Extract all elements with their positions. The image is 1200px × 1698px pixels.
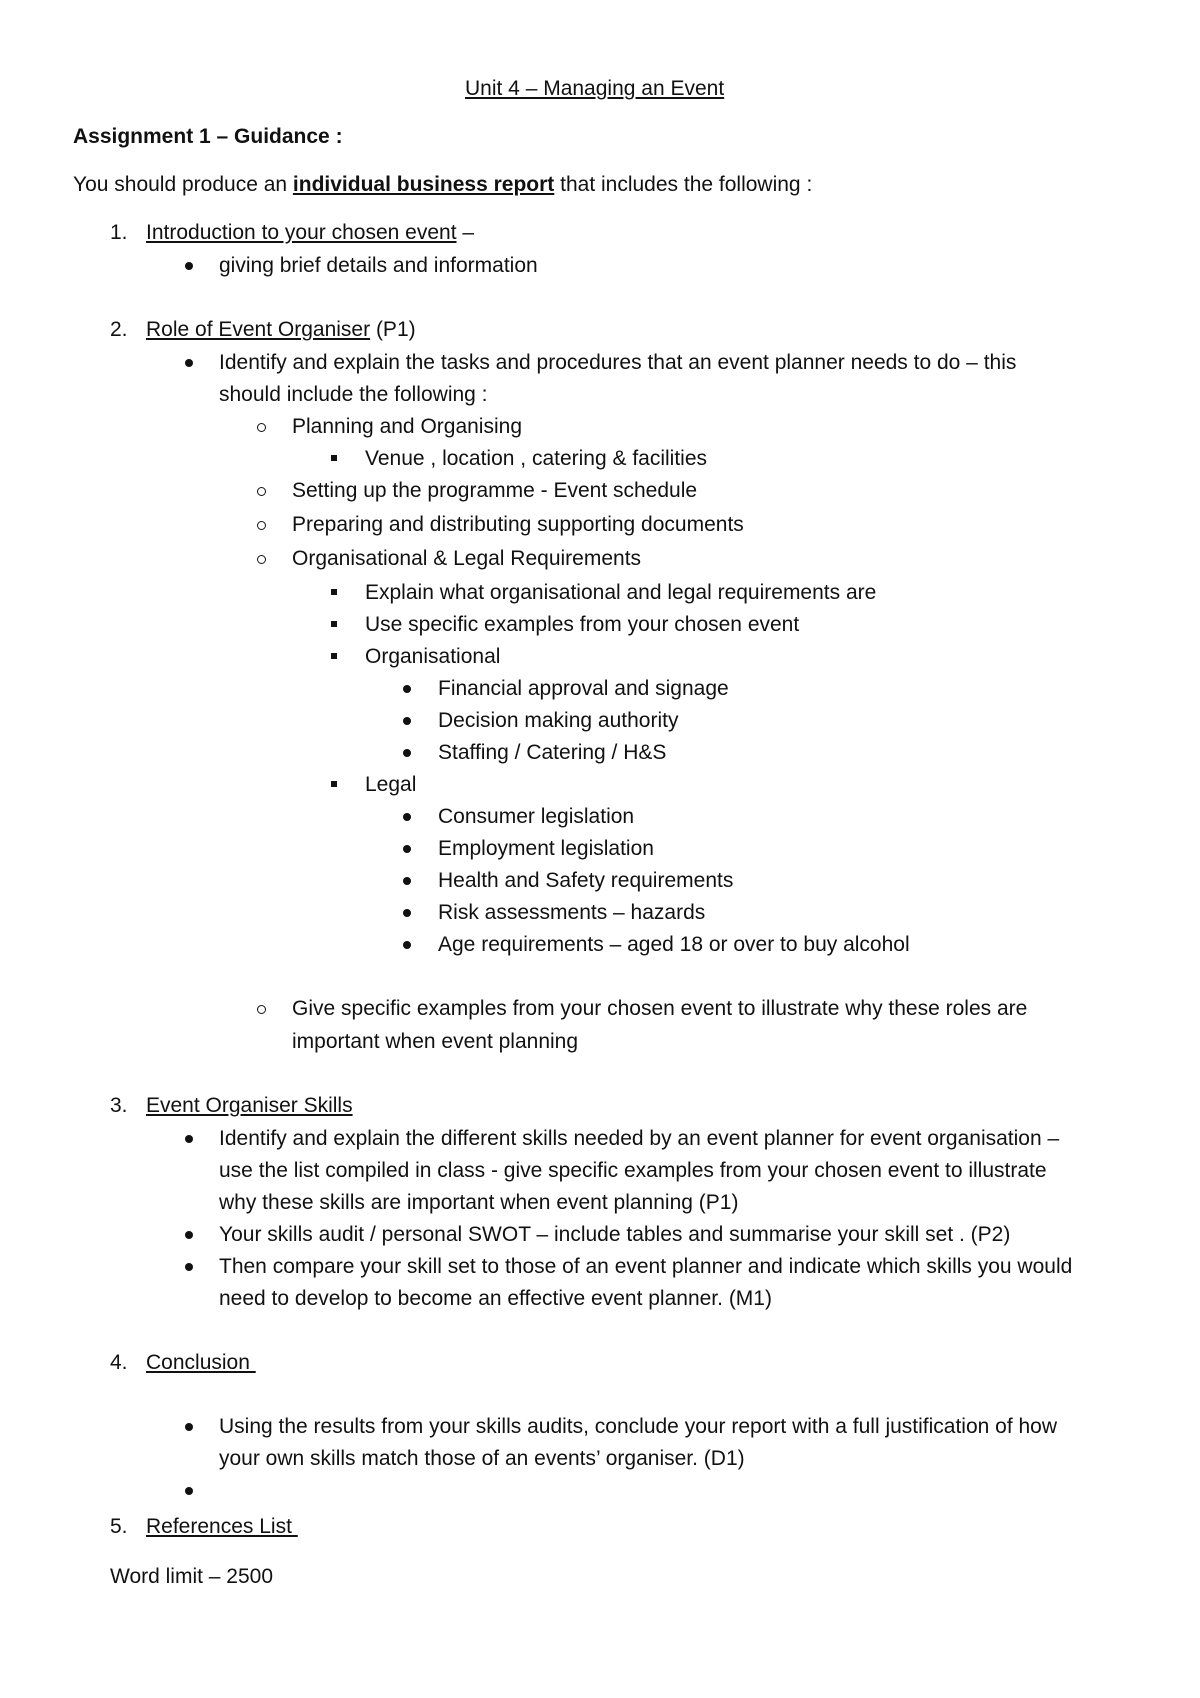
s2-legal-health: Health and Safety requirements <box>438 869 734 892</box>
section-1-title: Introduction to your chosen event <box>146 221 457 244</box>
s2-bullet-1-line-1: Identify and explain the tasks and procedures that an event planner needs to do – this <box>219 351 1017 374</box>
s2-sub-documents: Preparing and distributing supporting documents <box>292 513 744 536</box>
intro-emphasis: individual business report <box>292 173 555 196</box>
circle-bullet-icon <box>257 521 266 530</box>
square-bullet-icon <box>331 653 337 659</box>
section-1-suffix: – <box>456 221 475 244</box>
section-2-suffix: (P1) <box>370 318 416 341</box>
section-5-title: References List <box>146 1515 298 1538</box>
bullet-icon <box>403 717 411 725</box>
s2-sub-examples-line-2: important when event planning <box>292 1030 579 1053</box>
circle-bullet-icon <box>257 423 266 432</box>
s4-bullet-1-line-1: Using the results from your skills audits, conclude your report with a full justification of how <box>219 1415 1058 1438</box>
square-bullet-icon <box>331 781 337 787</box>
section-4-title: Conclusion <box>146 1351 256 1374</box>
bullet-icon <box>403 941 411 949</box>
bullet-icon <box>403 749 411 757</box>
s3-bullet-1-line-3: why these skills are important when event planning (P1) <box>219 1191 739 1214</box>
bullet-icon <box>185 1423 193 1431</box>
bullet-icon <box>403 845 411 853</box>
s2-req-explain: Explain what organisational and legal requirements are <box>365 581 877 604</box>
bullet-icon <box>185 262 193 270</box>
circle-bullet-icon <box>257 487 266 496</box>
section-1-number: 1. <box>110 221 128 244</box>
s2-org-financial: Financial approval and signage <box>438 677 729 700</box>
s2-sub-requirements: Organisational & Legal Requirements <box>292 547 642 570</box>
s3-bullet-1-line-2: use the list compiled in class - give specific examples from your chosen event to illustrate <box>219 1159 1047 1182</box>
intro-line <box>73 172 812 198</box>
s2-req-examples: Use specific examples from your chosen event <box>365 613 800 636</box>
section-5-number: 5. <box>110 1515 128 1538</box>
bullet-icon <box>403 909 411 917</box>
bullet-icon <box>403 813 411 821</box>
bullet-icon <box>185 359 193 367</box>
s2-req-legal: Legal <box>365 773 417 796</box>
s2-sub-planning-venue: Venue , location , catering & facilities <box>365 447 708 470</box>
section-3-title: Event Organiser Skills <box>146 1094 353 1117</box>
s3-bullet-1-line-1: Identify and explain the different skills needed by an event planner for event organisation – <box>219 1127 1060 1150</box>
section-3-number: 3. <box>110 1094 128 1117</box>
section-2-heading <box>146 317 416 343</box>
s3-bullet-3-line-2: need to develop to become an effective event planner. (M1) <box>219 1287 772 1310</box>
s2-req-organisational: Organisational <box>365 645 501 668</box>
s3-bullet-2: Your skills audit / personal SWOT – include tables and summarise your skill set . (P2) <box>219 1223 1011 1246</box>
s1-bullet-1: giving brief details and information <box>219 254 538 277</box>
s2-legal-employment: Employment legislation <box>438 837 654 860</box>
s2-bullet-1-line-2: should include the following : <box>219 383 488 406</box>
circle-bullet-icon <box>257 555 266 564</box>
square-bullet-icon <box>331 621 337 627</box>
s2-org-staffing: Staffing / Catering / H&S <box>438 741 667 764</box>
s2-sub-planning: Planning and Organising <box>292 415 522 438</box>
page-title: Unit 4 – Managing an Event <box>465 77 725 100</box>
circle-bullet-icon <box>257 1005 266 1014</box>
square-bullet-icon <box>331 455 337 461</box>
bullet-icon <box>185 1135 193 1143</box>
s2-legal-risk: Risk assessments – hazards <box>438 901 706 924</box>
intro-post: that includes the following : <box>554 173 813 196</box>
intro-pre: You should produce an <box>73 173 293 196</box>
bullet-icon <box>185 1263 193 1271</box>
bullet-icon <box>185 1487 193 1495</box>
square-bullet-icon <box>331 589 337 595</box>
s2-sub-programme: Setting up the programme - Event schedule <box>292 479 698 502</box>
section-2-number: 2. <box>110 318 128 341</box>
s4-bullet-1-line-2: your own skills match those of an events’ organiser. (D1) <box>219 1447 745 1470</box>
s2-legal-consumer: Consumer legislation <box>438 805 635 828</box>
s2-sub-examples-line-1: Give specific examples from your chosen event to illustrate why these roles are <box>292 997 1028 1020</box>
s2-org-decision: Decision making authority <box>438 709 679 732</box>
section-2-title: Role of Event Organiser <box>146 318 371 341</box>
section-1-heading <box>146 220 474 246</box>
bullet-icon <box>403 685 411 693</box>
assignment-heading: Assignment 1 – Guidance : <box>73 125 343 148</box>
bullet-icon <box>185 1231 193 1239</box>
word-limit: Word limit – 2500 <box>110 1565 274 1588</box>
bullet-icon <box>403 877 411 885</box>
section-4-number: 4. <box>110 1351 128 1374</box>
s2-legal-age: Age requirements – aged 18 or over to buy alcohol <box>438 933 910 956</box>
s3-bullet-3-line-1: Then compare your skill set to those of an event planner and indicate which skills you would <box>219 1255 1073 1278</box>
